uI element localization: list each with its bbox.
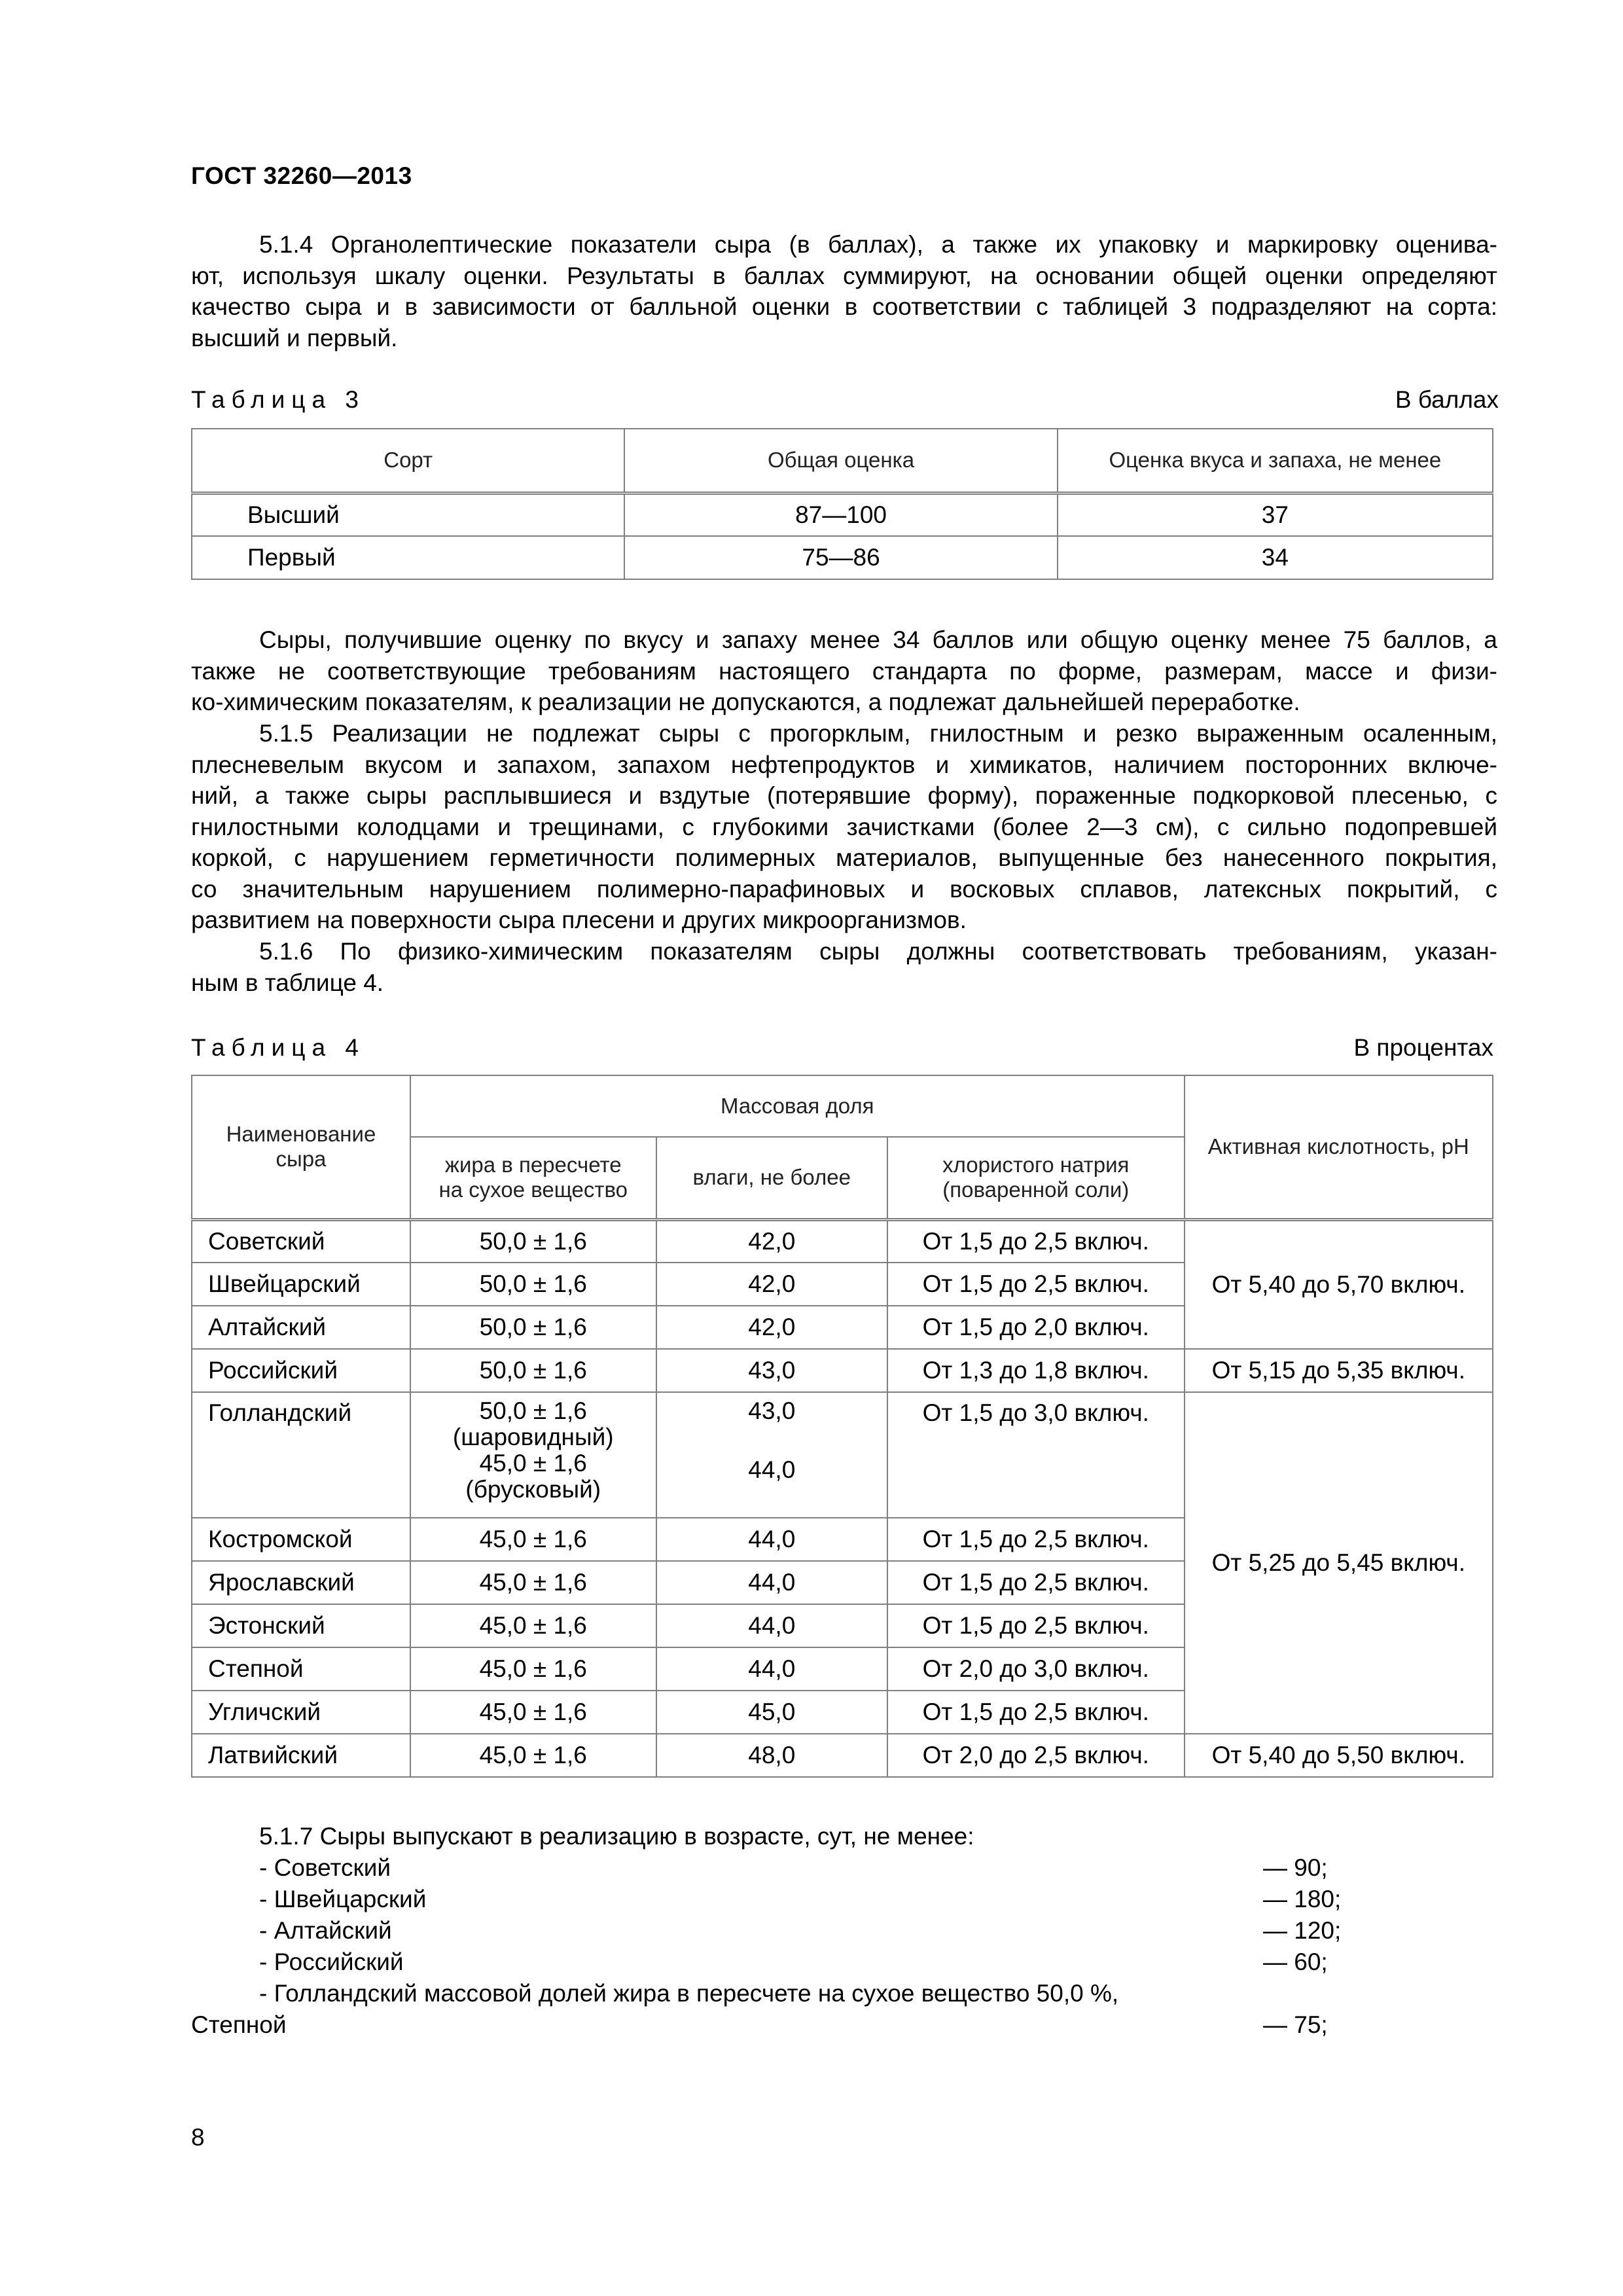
table-cell: 45,0 ± 1,6 — [410, 1561, 656, 1604]
paragraph-5-1-6 — [191, 936, 1497, 998]
list-item-value: — 75; — [1263, 2011, 1328, 2038]
table-cell: 45,0 ± 1,6 — [410, 1734, 656, 1777]
list-item-name: - Советский — [259, 1854, 391, 1881]
table-cell: 48,0 — [656, 1734, 887, 1777]
table-cell: 50,0 ± 1,6 — [410, 1306, 656, 1349]
text-line: Сыры, получившие оценку по вкусу и запаху менее 34 баллов или общую оценку менее 75 баллов, а — [259, 626, 1497, 653]
table-row — [192, 493, 1493, 536]
table-cell: Костромской — [192, 1518, 410, 1561]
table-4-unit: В процентах — [1353, 1034, 1493, 1061]
fat-value: 45,0 ± 1,6 — [479, 1450, 587, 1477]
table-header: Массовая доля — [410, 1075, 1185, 1137]
moisture-value: 43,0 — [748, 1397, 796, 1424]
table-cell: 87—100 — [624, 493, 1057, 536]
fat-note: (шаровидный) — [452, 1424, 614, 1450]
table-header: Наименование сыра — [192, 1075, 410, 1219]
table-cell: Эстонский — [192, 1604, 410, 1647]
table-cell: 44,0 — [656, 1518, 887, 1561]
table-cell: От 2,0 до 3,0 включ. — [887, 1647, 1185, 1691]
table-row — [192, 1349, 1493, 1392]
table-cell: 45,0 — [656, 1691, 887, 1734]
table-cell: 50,0 ± 1,6 — [410, 1263, 656, 1306]
table-row — [192, 1734, 1493, 1777]
table-row — [192, 1219, 1493, 1263]
paragraph-5-1-7-intro: 5.1.7 Сыры выпускают в реализацию в возрасте, сут, не менее: — [259, 1823, 974, 1850]
table-cell: 43,0 — [656, 1349, 887, 1392]
table-cell: Голландский — [192, 1392, 410, 1518]
table-cell: От 1,5 до 2,5 включ. — [887, 1604, 1185, 1647]
table-4-caption: Таблица 4 — [191, 1034, 365, 1061]
table-cell: От 5,15 до 5,35 включ. — [1185, 1349, 1493, 1392]
list-item-value: — 60; — [1263, 1948, 1328, 1975]
table-cell: Угличский — [192, 1691, 410, 1734]
table-cell: 44,0 — [656, 1561, 887, 1604]
table-3-unit: В баллах — [1395, 386, 1499, 413]
table-cell: Степной — [192, 1647, 410, 1691]
table-cell: Первый — [192, 536, 624, 579]
table-cell: 45,0 ± 1,6 — [410, 1518, 656, 1561]
table-cell: От 1,5 до 3,0 включ. — [887, 1392, 1185, 1518]
table-cell: 42,0 — [656, 1306, 887, 1349]
page-number: 8 — [191, 2124, 205, 2151]
table-cell: Алтайский — [192, 1306, 410, 1349]
table-header: влаги, не более — [656, 1137, 887, 1219]
moisture-value: 44,0 — [748, 1456, 796, 1483]
table-cell: От 1,3 до 1,8 включ. — [887, 1349, 1185, 1392]
text-line: 5.1.5 Реализации не подлежат сыры с прогорклым, гнилостным и резко выраженным осаленным, — [259, 720, 1497, 747]
table-cell: 42,0 — [656, 1219, 887, 1263]
table-cell: 44,0 — [656, 1647, 887, 1691]
list-item-name: - Российский — [259, 1948, 404, 1975]
fat-note: (брусковый) — [465, 1476, 601, 1503]
table-header: Сорт — [192, 429, 624, 493]
table-cell: 45,0 ± 1,6 — [410, 1647, 656, 1691]
text-line: ко-химическим показателям, к реализации не допускаются, а подлежат дальнейшей переработке. — [191, 689, 1300, 715]
list-item-value: — 120; — [1263, 1917, 1342, 1944]
table-cell: Высший — [192, 493, 624, 536]
table-header: Оценка вкуса и запаха, не менее — [1058, 429, 1493, 493]
table-cell: 37 — [1058, 493, 1493, 536]
table-cell: 34 — [1058, 536, 1493, 579]
table-cell: От 1,5 до 2,5 включ. — [887, 1263, 1185, 1306]
paragraph-after-table-3 — [191, 624, 1497, 718]
text-line: качество сыра и в зависимости от балльной оценки в соответствии с таблицей 3 подразделяют на сорта: — [191, 293, 1497, 320]
table-cell: От 1,5 до 2,5 включ. — [887, 1219, 1185, 1263]
table-3-caption: Таблица 3 — [191, 386, 365, 413]
table-row — [192, 536, 1493, 579]
text-line: гнилостными колодцами и трещинами, с глубокими зачистками (более 2—3 см), с сильно подопревшей — [191, 813, 1497, 840]
fat-value: 50,0 ± 1,6 — [479, 1397, 587, 1424]
table-cell: От 5,25 до 5,45 включ. — [1185, 1392, 1493, 1734]
document-header: ГОСТ 32260—2013 — [191, 162, 412, 189]
list-item-name: - Голландский массовой долей жира в пересчете на сухое вещество 50,0 %, — [259, 1980, 1119, 2007]
table-cell: От 1,5 до 2,0 включ. — [887, 1306, 1185, 1349]
table-cell: От 1,5 до 2,5 включ. — [887, 1518, 1185, 1561]
text-line: ют, используя шкалу оценки. Результаты в баллах суммируют, на основании общей оценки определяют — [191, 262, 1497, 289]
table-cell: От 5,40 до 5,50 включ. — [1185, 1734, 1493, 1777]
table-cell: 44,0 — [656, 1604, 887, 1647]
text-line: 5.1.4 Органолептические показатели сыра (в баллах), а также их упаковку и маркировку оценива- — [259, 231, 1497, 258]
table-cell: 45,0 ± 1,6 — [410, 1691, 656, 1734]
table-cell: 75—86 — [624, 536, 1057, 579]
table-header: жира в пересчете на сухое вещество — [410, 1137, 656, 1219]
text-line: коркой, с нарушением герметичности полимерных материалов, выпущенные без нанесенного покрытия, — [191, 844, 1497, 871]
table-cell: От 1,5 до 2,5 включ. — [887, 1561, 1185, 1604]
text-line: развитием на поверхности сыра плесени и других микроорганизмов. — [191, 906, 967, 933]
table-cell — [656, 1392, 887, 1518]
paragraph-5-1-5 — [191, 718, 1497, 936]
table-cell: Швейцарский — [192, 1263, 410, 1306]
table-cell: Советский — [192, 1219, 410, 1263]
table-cell: От 5,40 до 5,70 включ. — [1185, 1219, 1493, 1349]
table-cell: 45,0 ± 1,6 — [410, 1604, 656, 1647]
text-line: ным в таблице 4. — [191, 969, 384, 996]
table-cell — [410, 1392, 656, 1518]
list-item-name: - Алтайский — [259, 1917, 392, 1944]
table-3 — [191, 428, 1493, 580]
paragraph-5-1-4 — [191, 229, 1497, 353]
table-cell: Российский — [192, 1349, 410, 1392]
text-line: 5.1.6 По физико-химическим показателям сыры должны соответствовать требованиям, указан- — [259, 938, 1497, 965]
table-4 — [191, 1075, 1493, 1778]
table-cell: Латвийский — [192, 1734, 410, 1777]
text-line: высший и первый. — [191, 324, 398, 351]
table-cell: От 2,0 до 2,5 включ. — [887, 1734, 1185, 1777]
list-item-name: - Швейцарский — [259, 1886, 427, 1912]
table-header: хлористого натрия (поваренной соли) — [887, 1137, 1185, 1219]
table-header: Активная кислотность, pH — [1185, 1075, 1493, 1219]
table-cell: 42,0 — [656, 1263, 887, 1306]
table-cell: 50,0 ± 1,6 — [410, 1219, 656, 1263]
table-cell: От 1,5 до 2,5 включ. — [887, 1691, 1185, 1734]
table-row — [192, 1392, 1493, 1518]
list-item-value: — 90; — [1263, 1854, 1328, 1881]
table-cell: Ярославский — [192, 1561, 410, 1604]
text-line: со значительным нарушением полимерно-парафиновых и восковых сплавов, латексных покрытий, с — [191, 875, 1497, 903]
text-line: ний, а также сыры расплывшиеся и вздутые (потерявшие форму), пораженные подкорковой плесенью, с — [191, 782, 1497, 809]
text-line: также не соответствующие требованиям настоящего стандарта по форме, размерам, массе и физи- — [191, 657, 1497, 685]
text-line: плесневелым вкусом и запахом, запахом нефтепродуктов и химикатов, наличием посторонних включе- — [191, 751, 1497, 778]
list-item-name: Степной — [191, 2011, 287, 2038]
list-item-value: — 180; — [1263, 1886, 1342, 1912]
table-header: Общая оценка — [624, 429, 1057, 493]
table-cell: 50,0 ± 1,6 — [410, 1349, 656, 1392]
